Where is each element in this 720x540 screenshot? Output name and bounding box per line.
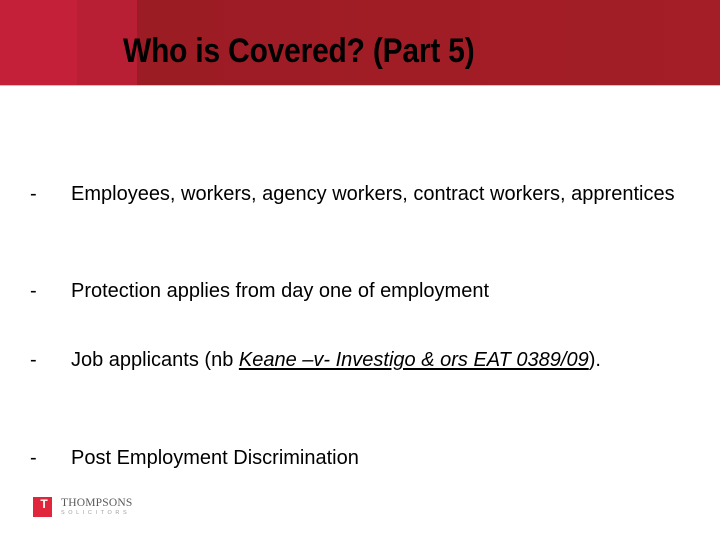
- slide-title: Who is Covered? (Part 5): [123, 32, 475, 70]
- logo-mark-letter: T: [40, 497, 48, 511]
- thompsons-logo-mark-icon: [33, 497, 52, 517]
- logo-name: THOMPSONS: [61, 497, 133, 509]
- bullet-text: Protection applies from day one of employment: [71, 280, 489, 302]
- case-citation-link[interactable]: Keane –v- Investigo & ors EAT 0389/09: [238, 349, 589, 371]
- bullet-dash-icon: -: [30, 447, 37, 469]
- bullet-text-trail: ).: [588, 349, 601, 371]
- bullet-dash-icon: -: [30, 280, 37, 302]
- bullet-text: [71, 345, 681, 375]
- bullet-item-post-employment: [30, 443, 690, 473]
- bullet-item-covered-groups: [30, 179, 690, 209]
- bullet-item-job-applicants: [30, 345, 690, 375]
- bullet-text-lead: Job applicants (nb: [71, 349, 239, 371]
- bullet-item-protection: [30, 276, 690, 306]
- bullet-dash-icon: -: [30, 183, 37, 205]
- thompsons-logo: [33, 496, 143, 520]
- bullet-text: Post Employment Discrimination: [71, 447, 359, 469]
- bullet-text: Employees, workers, agency workers, contract workers, apprentices: [71, 183, 675, 205]
- logo-subtitle: SOLICITORS: [61, 510, 131, 516]
- bullet-dash-icon: -: [30, 349, 37, 371]
